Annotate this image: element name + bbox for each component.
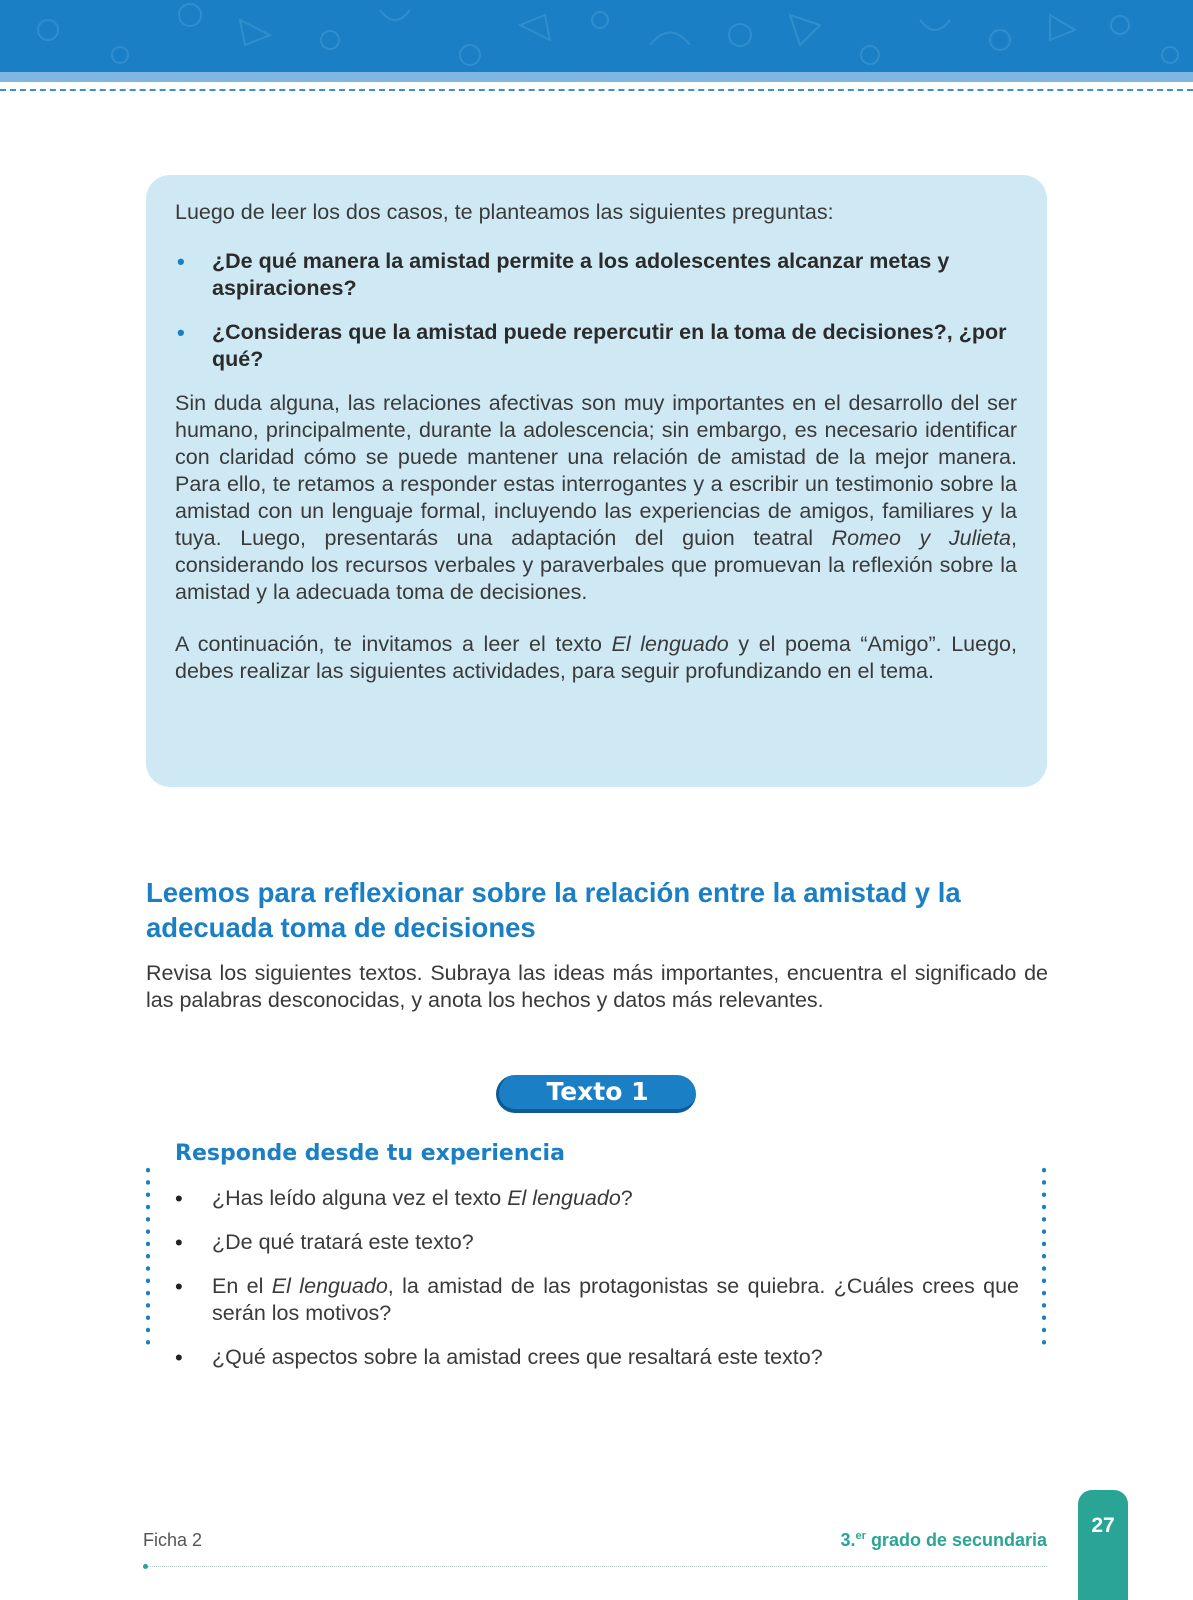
- dotted-border-left: [146, 1164, 150, 1348]
- intro-paragraph: A continuación, te invitamos a leer el texto El lenguado y el poema “Amigo”. Luego, debes realizar las siguientes actividades, para seguir profundizando en el tema.: [175, 632, 1017, 683]
- footer-divider: [143, 1566, 1047, 1567]
- intro-question: • ¿Consideras que la amistad puede repercutir en la toma de decisiones?, ¿por qué?: [177, 320, 1007, 371]
- experience-question-list: [175, 1185, 1019, 1388]
- bullet-icon: •: [175, 1345, 183, 1370]
- experience-title: Responde desde tu experiencia: [175, 1141, 565, 1166]
- texto-label: Texto 1: [496, 1075, 696, 1113]
- bullet-icon: •: [175, 1274, 183, 1299]
- work-title: Romeo y Julieta: [831, 526, 1012, 550]
- intro-question: • ¿De qué manera la amistad permite a los adolescentes alcanzar metas y aspiraciones?: [177, 249, 950, 300]
- footer-dot-icon: [143, 1564, 148, 1569]
- dotted-border-right: [1042, 1164, 1046, 1348]
- page-number-tab: [1078, 1490, 1128, 1600]
- page-number: 27: [1091, 1514, 1115, 1537]
- intro-box: [146, 175, 1047, 787]
- list-item: • ¿Qué aspectos sobre la amistad crees que resaltará este texto?: [175, 1345, 823, 1370]
- section-title: Leemos para reflexionar sobre la relación entre la amistad y la adecuada toma de decisiones: [146, 877, 961, 943]
- footer-ficha: Ficha 2: [143, 1530, 203, 1550]
- intro-question-list: [175, 248, 1017, 373]
- bullet-icon: •: [177, 320, 185, 345]
- intro-lead: Luego de leer los dos casos, te planteamos las siguientes preguntas:: [175, 200, 834, 224]
- footer-grade: 3.$^{er}$ grado de secundaria: [840, 1530, 1047, 1550]
- section-description: Revisa los siguientes textos. Subraya las ideas más importantes, encuentra el significado de las palabras desconocidas, y anota los hechos y datos más relevantes.: [146, 961, 1048, 1012]
- header-dashed-divider: [0, 89, 1193, 91]
- bullet-icon: •: [177, 249, 185, 274]
- header-stripe: [0, 72, 1193, 82]
- list-item: • En el El lenguado, la amistad de las protagonistas se quiebra. ¿Cuáles crees que serán los motivos?: [175, 1274, 1019, 1325]
- intro-paragraph: Sin duda alguna, las relaciones afectivas son muy importantes en el desarrollo del ser humano, principalmente, durante la adolescencia; sin embargo, es necesario identificar con claridad cómo se puede mantener una relación de amistad de la mejor manera. Para ello, te retamos a responder estas interrogantes y a escribir un testimonio sobre la amistad con un lenguaje formal, incluyendo las experiencias de amigos, familiares y la tuya. Luego, presentarás una adaptación del guion teatral Romeo y Julieta, considerando los recursos verbales y paraverbales que promuevan la reflexión sobre la amistad y la adecuada toma de decisiones.: [175, 391, 1018, 604]
- list-item: • ¿De qué tratará este texto?: [175, 1230, 474, 1255]
- doodle-pattern-icon: [0, 0, 1193, 72]
- list-item: • ¿Has leído alguna vez el texto El lenguado?: [175, 1186, 633, 1211]
- bullet-icon: •: [175, 1230, 183, 1255]
- header-banner: [0, 0, 1193, 72]
- work-title: El lenguado: [611, 632, 729, 656]
- bullet-icon: •: [175, 1186, 183, 1211]
